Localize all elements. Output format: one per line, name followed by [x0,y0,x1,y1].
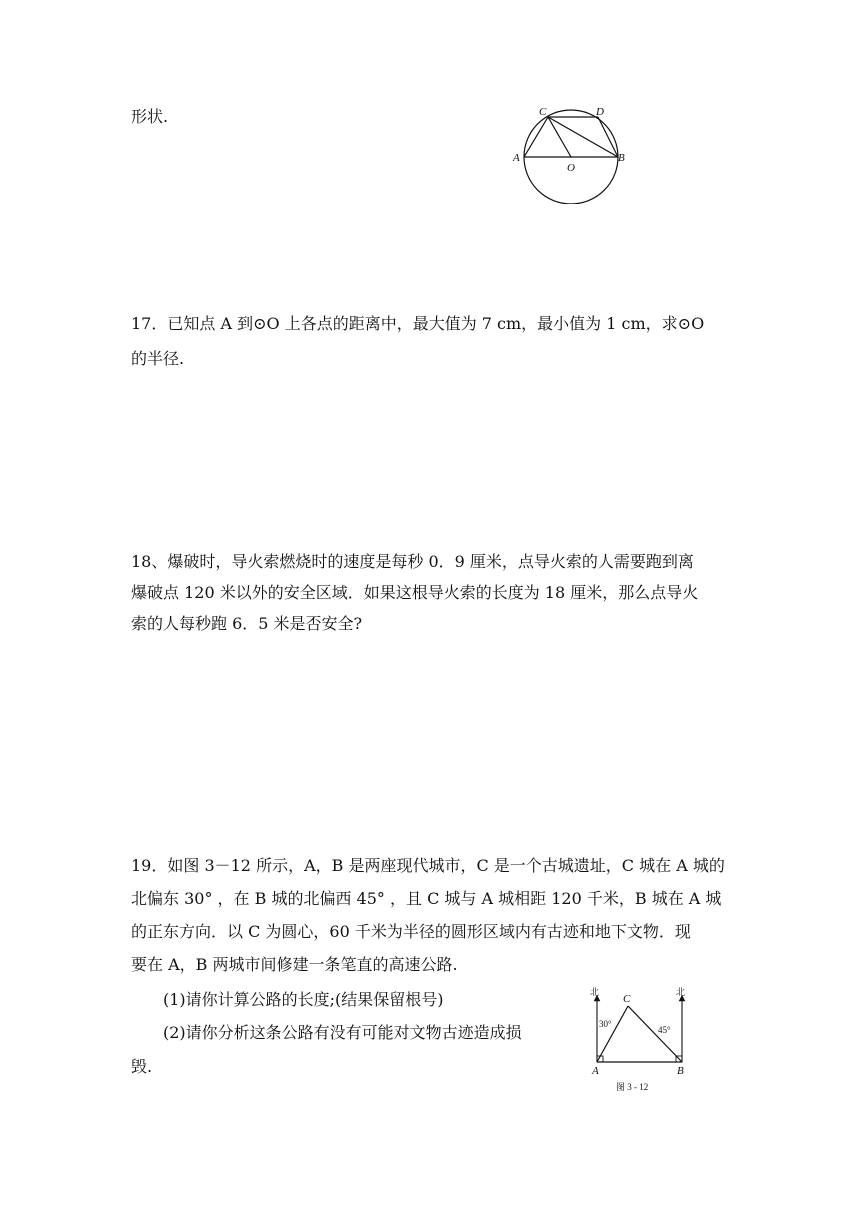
north-label-a: 北 [590,987,600,997]
label-b: B [677,1065,684,1077]
map-figure [586,986,696,1096]
label-d: D [596,106,604,118]
figure-caption: 图 3 - 12 [616,1082,649,1092]
q19-sub1: (1)请你计算公路的长度;(结果保留根号) [163,990,444,1009]
side-ac [597,1006,628,1062]
label-a: A [592,1065,599,1077]
label-a: A [513,152,520,164]
q19-sub2: (2)请你分析这条公路有没有可能对文物古迹造成损 [163,1023,522,1042]
q16-tail: 形状. [131,107,169,126]
label-o: O [567,162,575,174]
q19-line2: 北偏东 30° ，在 B 城的北偏西 45° ，且 C 城与 A 城相距 120 千米，B 城在 A 城 [131,889,722,908]
q19-line4: 要在 A，B 两城市间修建一条笔直的高速公路. [131,955,458,974]
q19-line3: 的正东方向．以 C 为圆心，60 千米为半径的圆形区域内有古迹和地下文物．现 [131,922,691,941]
side-cb [628,1006,682,1062]
angle-45: 45° [658,1025,671,1035]
q17-line2: 的半径. [131,349,185,368]
label-c: C [539,106,547,118]
q19-line1: 19．如图 3－12 所示，A，B 是两座现代城市，C 是一个古城遗址，C 城在 A 城的 [131,856,725,875]
circle-figure [510,104,640,204]
q18-line2: 爆破点 120 米以外的安全区域．如果这根导火索的长度为 18 厘米，那么点导火 [131,583,699,602]
q17-line1: 17．已知点 A 到⊙O 上各点的距离中，最大值为 7 cm，最小值为 1 cm，求⊙O [131,314,705,333]
q18-line3: 索的人每秒跑 6．5 米是否安全? [131,614,363,633]
north-label-b: 北 [676,987,686,997]
q18-line1: 18、爆破时，导火索燃烧时的速度是每秒 0．9 厘米，点导火索的人需要跑到离 [131,552,694,571]
label-b: B [618,152,625,164]
chord-ac [524,117,548,157]
label-c: C [623,993,631,1005]
q19-sub2-tail: 毁. [131,1057,153,1076]
angle-30: 30° [599,1019,612,1029]
